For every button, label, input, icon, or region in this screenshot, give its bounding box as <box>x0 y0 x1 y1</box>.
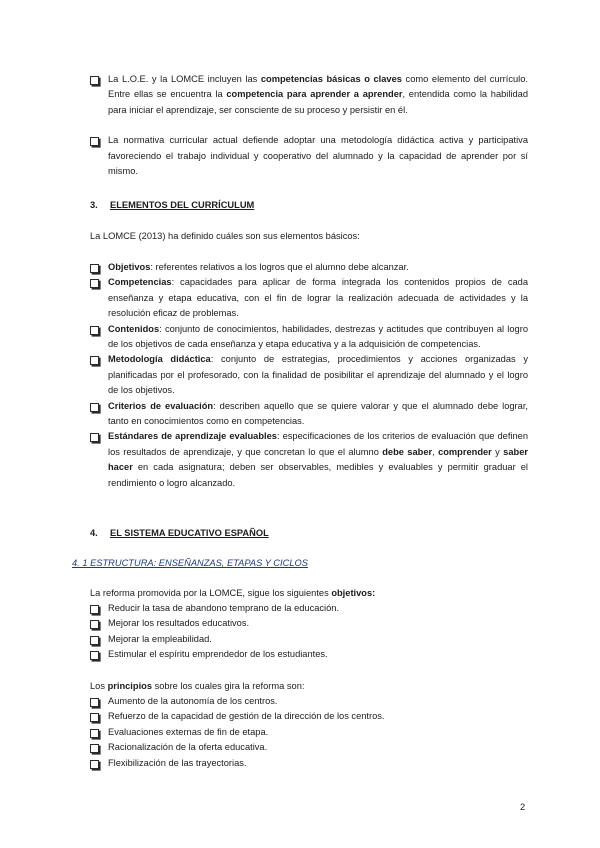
checkbox-bullet-icon <box>90 279 99 288</box>
bold-term: Objetivos <box>108 262 151 272</box>
principles-intro-text-a: Los <box>90 681 108 691</box>
checkbox-bullet-icon <box>90 636 99 645</box>
list-item <box>0 756 600 771</box>
bold-term: Competencias <box>108 277 172 288</box>
item-text: La normativa curricular actual defiende adoptar una metodología didáctica activa y participativa favoreciendo el trabajo individual y cooperativo del alumnado y la capacidad de aprender por sí mismo. <box>108 135 528 177</box>
objectives-intro-text: La reforma promovida por la LOMCE, sigue los siguientes <box>90 588 332 598</box>
principles-intro-bold: principios <box>107 681 153 691</box>
item-text: Mejorar los resultados educativos. <box>108 618 250 629</box>
item-text: Aumento de la autonomía de los centros. <box>108 696 278 706</box>
list-item <box>0 709 600 724</box>
list-item <box>0 322 600 353</box>
principles-intro-text-c: sobre los cuales gira la reforma son: <box>152 681 305 691</box>
bold-term: Metodología didáctica <box>108 354 211 365</box>
bold-term: competencias básicas o claves <box>260 74 402 84</box>
page-number: 2 <box>520 802 526 812</box>
item-text: : especificaciones de los criterios de evaluación que definen los resultados de aprendizaje, y que concretan lo que el alumno <box>108 431 528 457</box>
objectives-intro <box>90 586 528 601</box>
item-text: y <box>491 446 504 457</box>
checkbox-bullet-icon <box>90 433 99 442</box>
checkbox-bullet-icon <box>90 605 99 614</box>
section-3-title: ELEMENTOS DEL CURRÍCULUM <box>110 200 255 210</box>
section-4-heading <box>90 526 269 541</box>
list-item <box>0 133 600 179</box>
checkbox-bullet-icon <box>90 403 99 412</box>
item-text: Evaluaciones externas de fin de etapa. <box>108 726 269 737</box>
bold-term: Estándares de aprendizaje evaluables <box>108 431 277 442</box>
bold-term: Criterios de evaluación <box>108 400 214 411</box>
bold-term: comprender <box>438 446 492 457</box>
section-3-heading <box>90 198 254 213</box>
checkbox-bullet-icon <box>90 326 99 335</box>
section-4-1-subheading: 4. 1 ESTRUCTURA: ENSEÑANZAS, ETAPAS Y CICLOS <box>72 558 308 568</box>
list-item <box>0 260 600 275</box>
item-text: : conjunto de estrategias, procedimientos y acciones organizadas y planificadas por el profesorado, con la finalidad de posibilitar el aprendizaje del alumnado y el logro de los objetivos. <box>108 354 528 396</box>
bold-term: competencia para aprender a aprender <box>226 89 403 100</box>
item-text: , entendida como la habilidad para iniciar el aprendizaje, ser consciente de su proceso y persistir en él. <box>108 89 528 115</box>
item-text: Racionalización de la oferta educativa. <box>108 742 268 753</box>
checkbox-bullet-icon <box>90 713 99 722</box>
item-text: : conjunto de conocimientos, habilidades, destrezas y actitudes que contribuyen al logro de los objetivos de cada enseñanza y etapa educativa y a la adquisición de competencias. <box>108 323 528 350</box>
section-3-number: 3. <box>90 200 98 210</box>
list-item <box>0 725 600 740</box>
item-text: como elemento del currículo. Entre ellas se encuentra la <box>108 74 529 100</box>
section-4-number: 4. <box>90 528 98 538</box>
item-text: , <box>432 446 439 457</box>
item-text: Estimular el espíritu emprendedor de los estudiantes. <box>108 649 328 660</box>
item-text: Refuerzo de la capacidad de gestión de la dirección de los centros. <box>108 711 385 722</box>
list-item <box>0 694 600 709</box>
section-3-intro: La LOMCE (2013) ha definido cuáles son sus elementos básicos: <box>90 231 360 241</box>
item-text: : capacidades para aplicar de forma integrada los contenidos propios de cada enseñanza y etapa educativa, con el fin de lograr la realización adecuada de actividades y la resolución eficaz de problemas. <box>108 277 528 319</box>
bold-term: Contenidos <box>108 323 160 334</box>
item-text: Flexibilización de las trayectorias. <box>108 757 247 768</box>
list-item <box>0 352 600 398</box>
checkbox-bullet-icon <box>90 264 99 273</box>
principles-list <box>0 694 600 771</box>
intro-bullet-list <box>0 72 600 179</box>
bold-term: saber hacer <box>108 446 528 473</box>
checkbox-bullet-icon <box>90 651 99 660</box>
list-item <box>0 72 600 118</box>
checkbox-bullet-icon <box>90 744 99 753</box>
item-text: : describen aquello que se quiere valorar y que el alumnado debe lograr, tanto en conocimientos como en competencias. <box>108 400 528 427</box>
checkbox-bullet-icon <box>90 620 99 629</box>
list-item <box>0 632 600 647</box>
item-text: : referentes relativos a los logros que el alumno debe alcanzar. <box>150 262 409 272</box>
list-item <box>0 740 600 755</box>
list-item <box>0 399 600 430</box>
curriculum-elements-list <box>0 260 600 491</box>
checkbox-bullet-icon <box>90 698 99 707</box>
section-4-title: EL SISTEMA EDUCATIVO ESPAÑOL <box>110 528 269 538</box>
list-item <box>0 601 600 616</box>
bold-term: debe saber <box>382 446 433 457</box>
checkbox-bullet-icon <box>90 76 99 85</box>
list-item <box>0 616 600 631</box>
objectives-list <box>0 601 600 663</box>
checkbox-bullet-icon <box>90 760 99 769</box>
objectives-intro-bold: objetivos: <box>331 588 376 598</box>
checkbox-bullet-icon <box>90 356 99 365</box>
list-item <box>0 647 600 662</box>
item-text: La L.O.E. y la LOMCE incluyen las <box>108 74 261 84</box>
item-text: en cada asignatura; deben ser observables, medibles y evaluables y permitir graduar el rendimiento o logro alcanzado. <box>108 462 528 488</box>
list-item <box>0 429 600 491</box>
checkbox-bullet-icon <box>90 137 99 146</box>
principles-intro <box>90 679 528 694</box>
checkbox-bullet-icon <box>90 729 99 738</box>
item-text: Reducir la tasa de abandono temprano de la educación. <box>108 603 340 613</box>
list-item <box>0 275 600 321</box>
item-text: Mejorar la empleabilidad. <box>108 633 212 644</box>
